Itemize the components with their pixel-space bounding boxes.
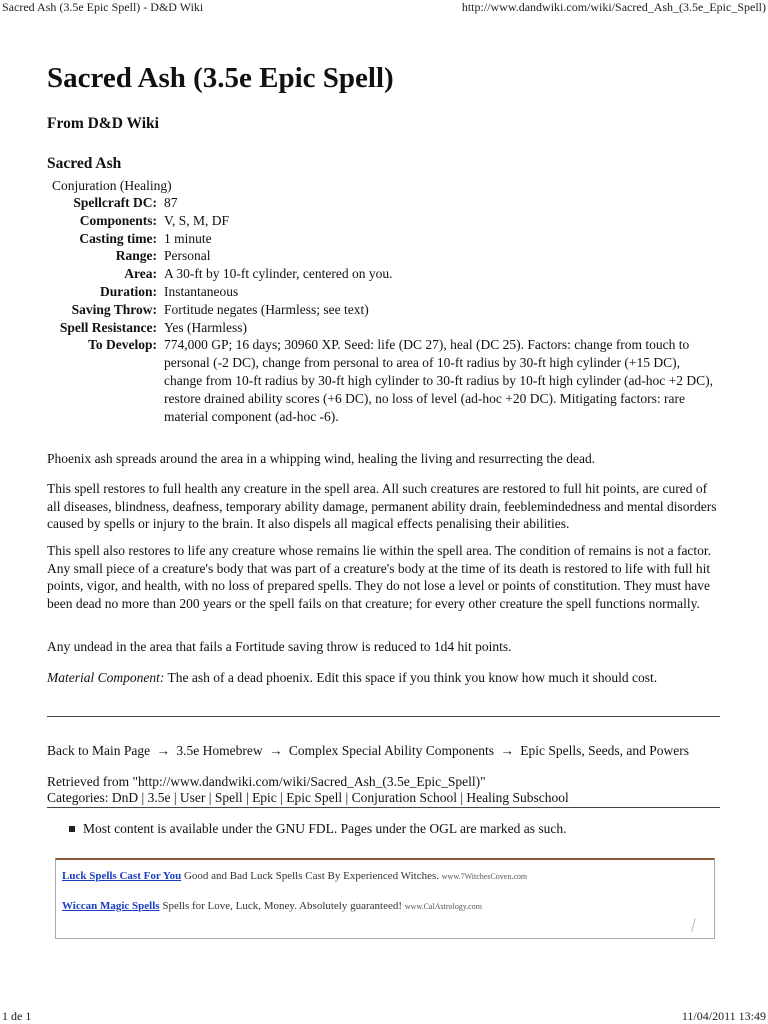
breadcrumb-arrow: → (500, 743, 514, 758)
stat-key: Range: (115, 248, 157, 264)
ad-url[interactable]: www.CalAstrology.com (404, 902, 482, 911)
site-subtitle: From D&D Wiki (47, 115, 159, 132)
category-link-user[interactable]: User (179, 790, 206, 805)
description-paragraph: Any undead in the area that fails a Fortitude saving throw is reduced to 1d4 hit points. (47, 639, 512, 654)
breadcrumb-arrow: → (268, 743, 283, 758)
ad-url[interactable]: www.7WitchesCoven.com (441, 872, 528, 881)
stat-key: Casting time: (79, 230, 157, 246)
stat-value: 87 (164, 195, 178, 210)
stat-row-spellcraft-dc (47, 194, 719, 212)
stat-row-range (47, 247, 719, 265)
license-notice (69, 821, 567, 837)
stat-value: Fortitude negates (Harmless; see text) (164, 301, 369, 317)
category-link-epic[interactable]: Epic (252, 790, 277, 805)
breadcrumb-link-main-page[interactable]: Back to Main Page (47, 743, 151, 758)
breadcrumb-link-homebrew[interactable]: 3.5e Homebrew (176, 743, 263, 758)
page-url: http://www.dandwiki.com/wiki/Sacred_Ash_(3.5e_Epic_Spell) (461, 0, 766, 14)
divider (47, 807, 720, 808)
stat-value: Yes (Harmless) (164, 319, 247, 335)
page-title: Sacred Ash (3.5e Epic Spell) (47, 62, 394, 94)
breadcrumb (47, 743, 689, 759)
ad-text: Spells for Love, Luck, Money. Absolutely guaranteed! (159, 900, 403, 912)
category-link-spell[interactable]: Spell (214, 790, 243, 805)
categories-label: Categories: (47, 790, 109, 805)
breadcrumb-link-epic-spells[interactable]: Epic Spells, Seeds, and Powers (520, 743, 689, 758)
material-component-label: Material Component: (47, 670, 165, 685)
description-paragraph: Phoenix ash spreads around the area in a whipping wind, healing the living and resurrecting the dead. (47, 451, 596, 466)
retrieved-from: Retrieved from "http://www.dandwiki.com/wiki/Sacred_Ash_(3.5e_Epic_Spell)" (47, 774, 486, 789)
stat-value: 774,000 GP; 16 days; 30960 XP. Seed: life (DC 27), heal (DC 25). Factors: change from touch to personal (-2 DC), change from personal to area of 10-ft radius by 30-ft high cylinder (+15 DC), change from 10-ft radius by 30-ft high cylinder to 30-ft radius by 10-ft high cylinder (ad-hoc +2 DC), restore drained ability scores (+6 DC), no loss of level (ad-hoc +20 DC). Mitigating factors: rare material component (ad-hoc -6). (164, 337, 713, 424)
breadcrumb-link-components[interactable]: Complex Special Ability Components (288, 743, 494, 758)
spell-name-heading: Sacred Ash (47, 155, 122, 172)
description-paragraph: This spell restores to full health any creature in the spell area. All such creatures are restored to full hit points, are cured of all diseases, blindness, deafness, temporary ability damage, permanent ability drain, feeblemindedness and mental disorders caused by spells or injury to the brain. It also dispels all magical effects penalising their abilities. (47, 481, 717, 532)
category-link-conjuration[interactable]: Conjuration School (351, 790, 457, 805)
stat-row-casting-time (47, 230, 719, 248)
stat-value: Instantaneous (164, 283, 239, 299)
stat-key: Spell Resistance: (59, 319, 157, 335)
categories-line: Categories: DnD | 3.5e | User | Spell | Epic | Epic Spell | Conjuration School | Healing Subschool (47, 790, 569, 805)
spell-school: Conjuration (Healing) (52, 178, 172, 193)
stat-row-saving-throw (47, 301, 719, 319)
category-link-healing[interactable]: Healing Subschool (466, 790, 569, 805)
stat-value: Personal (164, 248, 211, 264)
material-component-paragraph (47, 669, 719, 687)
stat-key: To Develop: (88, 337, 157, 353)
spell-stat-block (47, 194, 719, 425)
stat-key: Duration: (100, 283, 157, 299)
ad-link[interactable]: Wiccan Magic Spells (62, 900, 160, 912)
stat-value: A 30-ft by 10-ft cylinder, centered on you. (164, 266, 393, 282)
stat-row-to-develop (47, 336, 719, 425)
browser-page-title: Sacred Ash (3.5e Epic Spell) - D&D Wiki (2, 0, 204, 14)
stat-key: Saving Throw: (71, 301, 157, 317)
stat-key: Components: (79, 212, 157, 228)
stat-row-duration (47, 283, 719, 301)
description-paragraph: This spell also restores to life any creature whose remains lie within the spell area. The condition of remains is not a factor. Any small piece of a creature's body that was part of a creature's body at the time of its death is restored to life with full hit points, vigor, and health, with no loss of prepared spells. They do not lose a level or points of constitution. They must have been dead no more than 200 years or the spell fails on that creature; for every other creature the spell functions normally. (47, 543, 712, 611)
breadcrumb-arrow: → (156, 743, 170, 758)
stat-key: Spellcraft DC: (73, 195, 157, 210)
ad-tick-mark (691, 918, 696, 932)
stat-row-spell-resistance (47, 319, 719, 337)
ad-link[interactable]: Luck Spells Cast For You (62, 870, 182, 882)
category-link-epic-spell[interactable]: Epic Spell (286, 790, 343, 805)
divider (47, 716, 720, 717)
ad-item (62, 870, 527, 882)
stat-row-components (47, 212, 719, 230)
stat-key: Area: (124, 266, 157, 282)
ad-box (55, 858, 715, 939)
stat-row-area (47, 265, 719, 283)
stat-value: V, S, M, DF (164, 212, 230, 228)
category-link-35e[interactable]: 3.5e (147, 790, 171, 805)
print-timestamp: 11/04/2011 13:49 (681, 1009, 766, 1023)
category-link-dnd[interactable]: DnD (111, 790, 139, 805)
page-count: 1 de 1 (2, 1009, 32, 1023)
ad-text: Good and Bad Luck Spells Cast By Experienced Witches. (181, 870, 440, 882)
bullet-icon (69, 826, 75, 832)
stat-value: 1 minute (164, 230, 212, 246)
ad-item (62, 900, 482, 912)
license-text: Most content is available under the GNU FDL. Pages under the OGL are marked as such. (83, 821, 567, 836)
material-component-text: The ash of a dead phoenix. Edit this space if you think you know how much it should cost. (164, 670, 658, 685)
